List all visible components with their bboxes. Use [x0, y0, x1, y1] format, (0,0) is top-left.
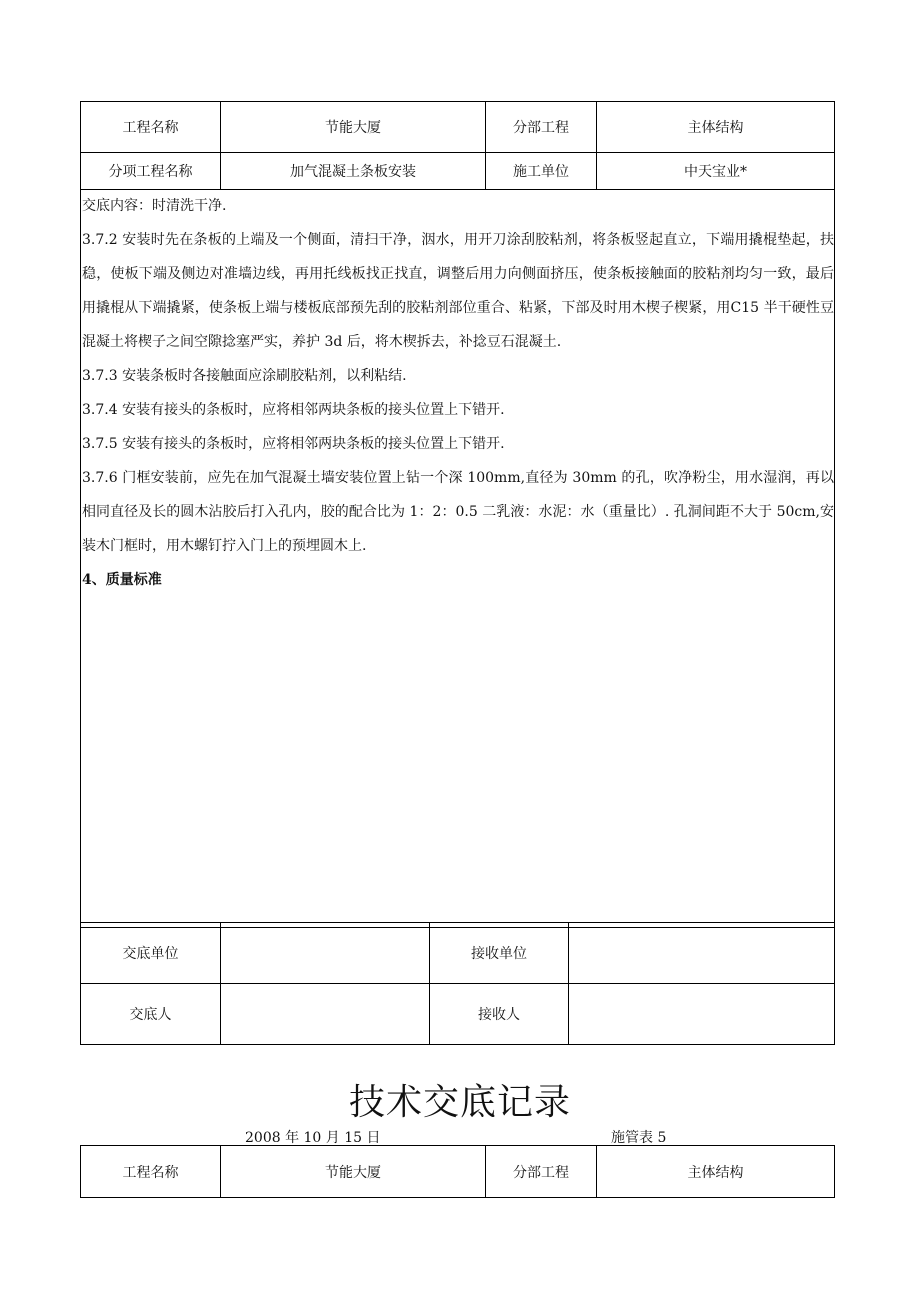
contractor-value: 中天宝业* — [597, 153, 835, 190]
receiver-person-field[interactable] — [569, 984, 835, 1045]
next-division-label: 分部工程 — [486, 1146, 597, 1198]
project-name-label: 工程名称 — [81, 102, 221, 153]
issuer-unit-field[interactable] — [221, 923, 430, 984]
next-project-name-label: 工程名称 — [81, 1146, 221, 1198]
division-value: 主体结构 — [597, 102, 835, 153]
clause-3-7-3: 3.7.3 安装条板时各接触面应涂刷胶粘剂，以利粘结. — [82, 368, 407, 384]
clause-3-7-2: 3.7.2 安装时先在条板的上端及一个侧面，清扫干净，洇水，用开刀涂刮胶粘剂，将条板竖起直立，下端用撬棍垫起，扶稳，使板下端及侧边对准墙边线，再用托线板找正找直，调整后用力向侧面挤压，使条板接触面的胶粘剂均匀一致，最后用撬棍从下端撬紧，使条板上端与楼板底部预先刮的胶粘剂部位重合、粘紧，下部及时用木楔子楔紧，用C15 半干硬性豆混凝土将楔子之间空隙捻塞严实，养护 3d 后，将木楔拆去，补捻豆石混凝土. — [82, 232, 834, 350]
next-header-table — [80, 1145, 835, 1198]
quality-standard-heading: 4、质量标准 — [82, 572, 162, 588]
document-title: 技术交底记录 — [348, 1082, 571, 1123]
issuer-unit-label: 交底单位 — [81, 923, 221, 984]
header-table — [80, 101, 835, 928]
clause-3-7-5: 3.7.5 安装有接头的条板时，应将相邻两块条板的接头位置上下错开. — [82, 436, 505, 452]
division-label: 分部工程 — [486, 102, 597, 153]
form-number: 施管表 5 — [611, 1130, 667, 1146]
next-division-value: 主体结构 — [597, 1146, 835, 1198]
document-date: 2008 年 10 月 15 日 — [245, 1130, 381, 1146]
receiver-person-label: 接收人 — [430, 984, 569, 1045]
subitem-label: 分项工程名称 — [81, 153, 221, 190]
subitem-value: 加气混凝土条板安装 — [221, 153, 486, 190]
content-intro: 交底内容：时清洗干净. — [82, 198, 227, 214]
project-name-value: 节能大厦 — [221, 102, 486, 153]
briefing-content — [81, 190, 835, 928]
receiver-unit-field[interactable] — [569, 923, 835, 984]
clause-3-7-4: 3.7.4 安装有接头的条板时，应将相邻两块条板的接头位置上下错开. — [82, 402, 505, 418]
issuer-person-label: 交底人 — [81, 984, 221, 1045]
signature-table — [80, 922, 835, 1045]
contractor-label: 施工单位 — [486, 153, 597, 190]
receiver-unit-label: 接收单位 — [430, 923, 569, 984]
issuer-person-field[interactable] — [221, 984, 430, 1045]
next-project-name-value: 节能大厦 — [221, 1146, 486, 1198]
clause-3-7-6: 3.7.6 门框安装前，应先在加气混凝土墙安装位置上钻一个深 100mm,直径为 30mm 的孔，吹净粉尘，用水湿润，再以相同直径及长的圆木沾胶后打入孔内，胶的配合比为 1：2：0.5 二乳液：水泥：水（重量比）. 孔洞间距不大于 50cm,安装木门框时，用木螺钉拧入门上的预埋圆木上. — [82, 470, 834, 554]
